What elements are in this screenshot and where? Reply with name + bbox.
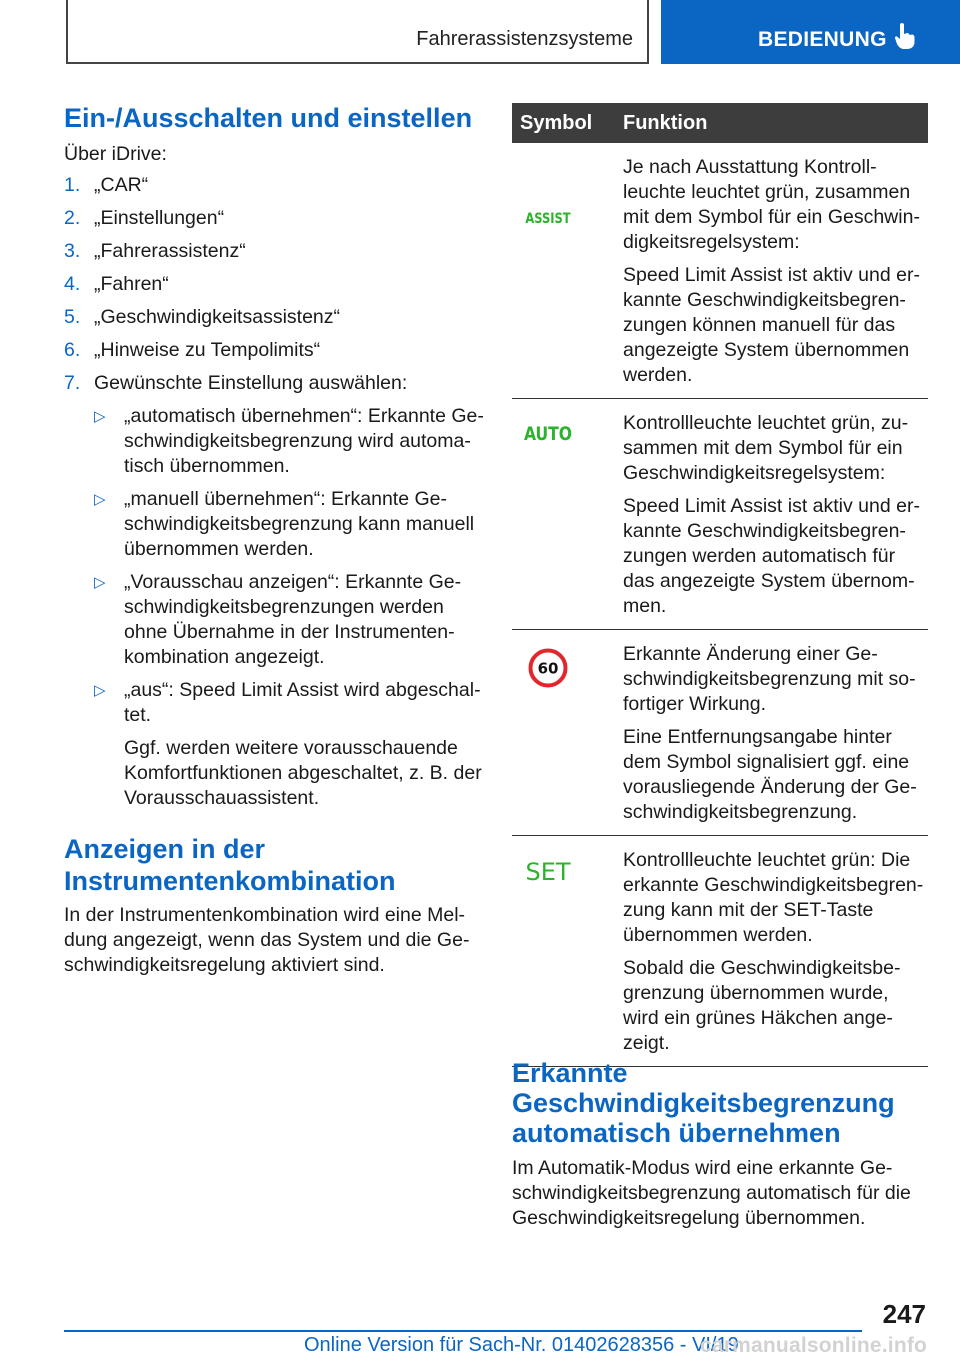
left-column xyxy=(64,102,484,978)
auto-indicator-icon: AUTO xyxy=(523,423,573,445)
list-item: 5. „Geschwindigkeitsassistenz“ xyxy=(64,306,341,328)
triangle-bullet-icon: ▷ xyxy=(94,491,106,508)
section-tab xyxy=(661,0,960,64)
step-list xyxy=(64,173,484,811)
table-row xyxy=(512,630,928,836)
page-number: 247 xyxy=(882,1299,926,1329)
right-section xyxy=(512,1058,928,1231)
intro-text: Über iDrive: xyxy=(64,143,167,165)
list-item: 1. „CAR“ xyxy=(64,174,149,196)
speed-limit-sign-icon xyxy=(512,648,584,688)
row-text: Erkannte Änderung einer Geschwindigkeitsbegrenzung mit sofortiger Wirkung. xyxy=(623,643,916,715)
footer-divider xyxy=(64,1330,862,1332)
section-text: In der Instrumentenkombination wird eine Meldung angezeigt, wenn das System und die Geschwindigkeitsregelung aktiviert sind. xyxy=(64,904,470,976)
triangle-bullet-icon: ▷ xyxy=(94,408,106,425)
list-item: 2. „Einstellungen“ xyxy=(64,207,225,229)
option-item: ▷ „aus“: Speed Limit Assist wird abgeschaltet. Ggf. werden weitere vorausschauende Komfortfunktionen abgeschaltet, z. B. der Vorausschauassistent. xyxy=(94,678,484,811)
row-text: Kontrollleuchte leuchtet grün: Die erkannte Geschwindigkeitsbegrenzung kann mit der SET-Taste übernommen werden. xyxy=(623,849,924,946)
row-text: Kontrollleuchte leuchtet grün, zusammen mit dem Symbol für ein Geschwindigkeitsregelsystem: xyxy=(623,412,909,484)
option-note: Ggf. werden weitere vorausschauende Komfortfunktionen abgeschaltet, z. B. der Vorausschauassistent. xyxy=(124,737,482,809)
chapter-title: Fahrerassistenzsysteme xyxy=(416,28,633,50)
table-row xyxy=(512,143,928,399)
footer-online-version: Online Version für Sach-Nr. 01402628356 - VI/19 xyxy=(304,1334,739,1356)
table-header xyxy=(512,103,928,143)
list-item: 3. „Fahrerassistenz“ xyxy=(64,240,246,262)
option-list xyxy=(94,404,484,811)
section-heading-display: Anzeigen in der Instrumentenkombination xyxy=(64,834,396,896)
col-function-header: Funktion xyxy=(623,112,708,134)
section-text-auto: Im Automatik-Modus wird eine erkannte Geschwindigkeitsbegrenzung automatisch für die Geschwindigkeitsregelung übernommen. xyxy=(512,1157,911,1229)
option-item: ▷ „manuell übernehmen“: Erkannte Geschwindigkeitsbegrenzung kann manuell übernommen werden. xyxy=(94,488,475,560)
col-symbol-header: Symbol xyxy=(520,112,593,134)
row-text: Speed Limit Assist ist aktiv und erkannte Geschwindigkeitsbegrenzungen können manuell für das angezeigte System übernommen werden. xyxy=(623,264,920,386)
section-title: BEDIENUNG xyxy=(758,28,887,51)
triangle-bullet-icon: ▷ xyxy=(94,574,106,591)
option-item: ▷ „Vorausschau anzeigen“: Erkannte Geschwindigkeitsbegrenzungen werden ohne Übernahme in der Instrumentenkombination angezeigt. xyxy=(94,571,462,668)
pointing-hand-icon xyxy=(894,22,916,50)
watermark: carmanualsonline.info xyxy=(700,1334,928,1357)
row-text: Eine Entfernungsangabe hinter dem Symbol signalisiert ggf. eine vorausliegende Änderung der Geschwindigkeitsbegrenzung. xyxy=(623,726,917,823)
row-text: Speed Limit Assist ist aktiv und erkannte Geschwindigkeitsbegrenzungen werden automatisch für das angezeigte System übernommen. xyxy=(623,495,920,617)
triangle-bullet-icon: ▷ xyxy=(94,682,106,699)
section-heading: Ein-/Ausschalten und einstellen xyxy=(64,103,473,133)
list-item: 4. „Fahren“ xyxy=(64,273,169,295)
list-item: 6. „Hinweise zu Tempolimits“ xyxy=(64,339,321,361)
section-heading-auto: Erkannte Geschwindigkeitsbegrenzung automatisch übernehmen xyxy=(512,1058,895,1148)
svg-text:60: 60 xyxy=(537,659,559,678)
table-row xyxy=(512,836,928,1067)
list-item: 7. Gewünschte Einstellung auswählen: ▷ „automatisch übernehmen“: Erkannte Geschwindigkeitsbegrenzung wird automatisch übernommen. ▷ „manuell übernehmen“: Erkannte Geschwindigkeitsbegrenzung kann manuell übernommen werden. ▷ „Vorausschau anzeigen“: Erkannte Geschwindigkeitsbegrenzungen werden ohne Übernahme in der Instrumentenkombination angezeigt. ▷ „aus“: Speed Limit Assist wird abgeschaltet. Ggf. werden weitere vorausschauende Komfortfunktionen abgeschaltet, z. B. der Vorausschauassistent. xyxy=(64,372,484,809)
table-row xyxy=(512,399,928,630)
symbol-table xyxy=(512,103,928,1067)
option-item: ▷ „automatisch übernehmen“: Erkannte Geschwindigkeitsbegrenzung wird automatisch übernommen. xyxy=(94,405,484,477)
row-text: Sobald die Geschwindigkeitsbegrenzung übernommen wurde, wird ein grünes Häkchen angezeigt. xyxy=(623,957,901,1054)
row-text: Je nach Ausstattung Kontrollleuchte leuchtet grün, zusammen mit dem Symbol für ein Geschwindigkeitsregelsystem: xyxy=(623,156,920,253)
set-indicator-icon: SET xyxy=(525,858,571,886)
assist-indicator-icon: ASSIST xyxy=(525,211,571,227)
chapter-tab xyxy=(66,0,649,64)
